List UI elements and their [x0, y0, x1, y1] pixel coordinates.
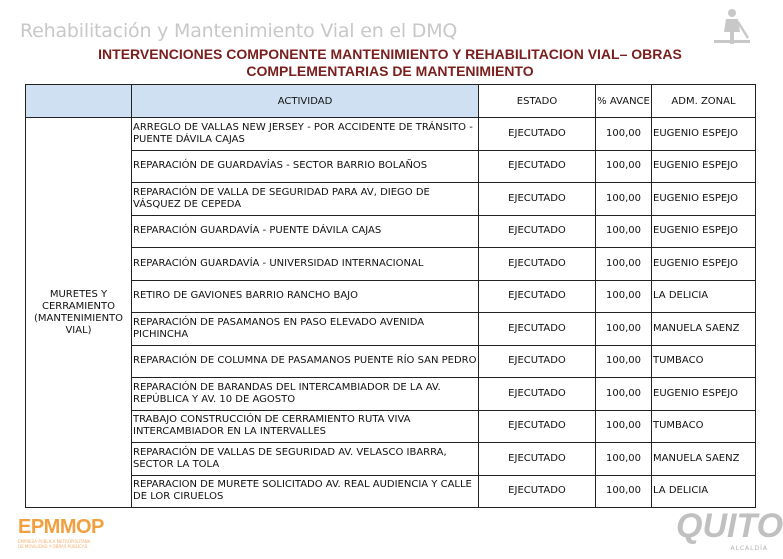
cell-actividad: TRABAJO CONSTRUCCIÓN DE CERRAMIENTO RUTA VIVA INTERCAMBIADOR EN LA INTERVALLES: [132, 410, 479, 443]
epmmop-logo: [18, 516, 113, 554]
cell-avance: 100,00: [596, 280, 652, 313]
header-actividad: ACTIVIDAD: [132, 85, 479, 118]
cell-estado: EJECUTADO: [479, 475, 596, 508]
heading-line-1: INTERVENCIONES COMPONENTE MANTENIMIENTO Y REHABILITACION VIAL– OBRAS: [98, 46, 682, 62]
cell-actividad: REPARACIÓN DE BARANDAS DEL INTERCAMBIADOR DE LA AV. REPÚBLICA Y AV. 10 DE AGOSTO: [132, 378, 479, 411]
cell-actividad: REPARACIÓN DE PASAMANOS EN PASO ELEVADO AVENIDA PICHINCHA: [132, 313, 479, 346]
cell-avance: 100,00: [596, 150, 652, 183]
road-worker-icon: [712, 6, 752, 46]
cell-zona: TUMBACO: [652, 345, 756, 378]
table-row: [26, 345, 756, 378]
table-row: [26, 215, 756, 248]
table-row: [26, 248, 756, 281]
cell-actividad: REPARACIÓN GUARDAVÍA - UNIVERSIDAD INTERNACIONAL: [132, 248, 479, 281]
cell-avance: 100,00: [596, 118, 652, 151]
header-estado: ESTADO: [479, 85, 596, 118]
cell-estado: EJECUTADO: [479, 150, 596, 183]
cell-zona: MANUELA SAENZ: [652, 443, 756, 476]
cell-zona: EUGENIO ESPEJO: [652, 118, 756, 151]
cell-zona: EUGENIO ESPEJO: [652, 248, 756, 281]
table-header-row: [26, 85, 756, 118]
cell-estado: EJECUTADO: [479, 345, 596, 378]
heading-line-2: COMPLEMENTARIAS DE MANTENIMIENTO: [246, 63, 534, 79]
header-zona: ADM. ZONAL: [652, 85, 756, 118]
cell-avance: 100,00: [596, 443, 652, 476]
cell-zona: EUGENIO ESPEJO: [652, 183, 756, 216]
cell-estado: EJECUTADO: [479, 410, 596, 443]
cell-zona: EUGENIO ESPEJO: [652, 150, 756, 183]
cell-zona: MANUELA SAENZ: [652, 313, 756, 346]
cell-avance: 100,00: [596, 313, 652, 346]
table-row: [26, 410, 756, 443]
quito-logo: [676, 507, 783, 555]
cell-avance: 100,00: [596, 410, 652, 443]
cell-estado: EJECUTADO: [479, 313, 596, 346]
cell-zona: EUGENIO ESPEJO: [652, 215, 756, 248]
cell-avance: 100,00: [596, 215, 652, 248]
epmmop-logo-subtitle-1: EMPRESA PÚBLICA METROPOLITANA: [18, 539, 91, 544]
header-avance: % AVANCE: [596, 85, 652, 118]
cell-zona: TUMBACO: [652, 410, 756, 443]
cell-zona: LA DELICIA: [652, 280, 756, 313]
header-blank-cell: [26, 85, 132, 118]
cell-zona: LA DELICIA: [652, 475, 756, 508]
table-row: [26, 313, 756, 346]
table-row: [26, 150, 756, 183]
table-row: [26, 118, 756, 151]
table-row: [26, 378, 756, 411]
cell-actividad: REPARACIÓN DE VALLAS DE SEGURIDAD AV. VELASCO IBARRA, SECTOR LA TOLA: [132, 443, 479, 476]
cell-actividad: REPARACIÓN DE VALLA DE SEGURIDAD PARA AV, DIEGO DE VÁSQUEZ DE CEPEDA: [132, 183, 479, 216]
cell-avance: 100,00: [596, 378, 652, 411]
cell-actividad: REPARACIÓN DE GUARDAVÍAS - SECTOR BARRIO BOLAÑOS: [132, 150, 479, 183]
table-row: [26, 183, 756, 216]
cell-estado: EJECUTADO: [479, 118, 596, 151]
cell-actividad: RETIRO DE GAVIONES BARRIO RANCHO BAJO: [132, 280, 479, 313]
cell-zona: EUGENIO ESPEJO: [652, 378, 756, 411]
cell-avance: 100,00: [596, 345, 652, 378]
cell-estado: EJECUTADO: [479, 215, 596, 248]
epmmop-logo-word: EPMMOP: [18, 516, 104, 538]
cell-estado: EJECUTADO: [479, 280, 596, 313]
cell-estado: EJECUTADO: [479, 248, 596, 281]
cell-estado: EJECUTADO: [479, 378, 596, 411]
epmmop-logo-subtitle-2: DE MOVILIDAD Y OBRAS PÚBLICAS: [18, 544, 88, 549]
cell-avance: 100,00: [596, 475, 652, 508]
cell-actividad: REPARACIÓN DE COLUMNA DE PASAMANOS PUENTE RÍO SAN PEDRO: [132, 345, 479, 378]
page-heading: [40, 46, 740, 80]
cell-avance: 100,00: [596, 248, 652, 281]
quito-logo-subtitle: ALCALDÍA: [730, 545, 768, 552]
table-row: [26, 475, 756, 508]
cell-avance: 100,00: [596, 183, 652, 216]
interventions-table: [25, 84, 756, 508]
group-label: MURETES Y CERRAMIENTO (MANTENIMIENTO VIAL): [26, 118, 132, 508]
cell-estado: EJECUTADO: [479, 443, 596, 476]
cell-estado: EJECUTADO: [479, 183, 596, 216]
table-row: [26, 443, 756, 476]
table-row: [26, 280, 756, 313]
quito-logo-word: QUITO: [676, 507, 783, 545]
cell-actividad: ARREGLO DE VALLAS NEW JERSEY - POR ACCIDENTE DE TRÁNSITO - PUENTE DÁVILA CAJAS: [132, 118, 479, 151]
page-top-title: Rehabilitación y Mantenimiento Vial en el DMQ: [20, 20, 458, 42]
cell-actividad: REPARACION DE MURETE SOLICITADO AV. REAL AUDIENCIA Y CALLE DE LOR CIRUELOS: [132, 475, 479, 508]
cell-actividad: REPARACIÓN GUARDAVÍA - PUENTE DÁVILA CAJAS: [132, 215, 479, 248]
